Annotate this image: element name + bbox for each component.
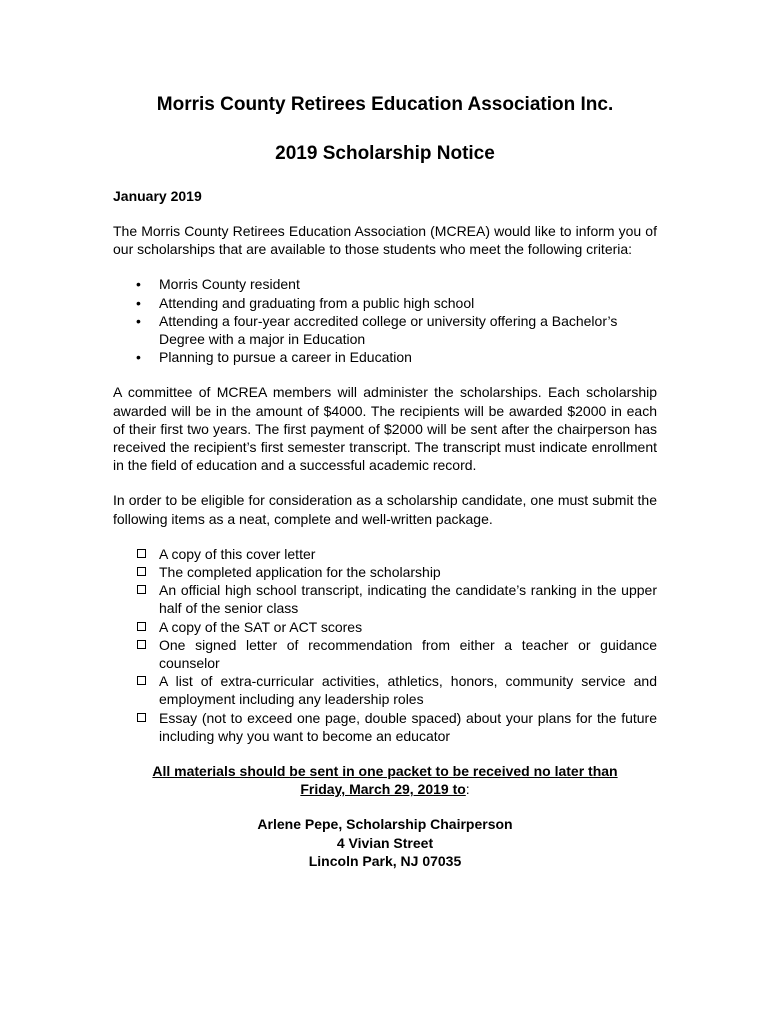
checklist-item	[159, 709, 657, 745]
contact-name: Arlene Pepe, Scholarship Chairperson	[257, 816, 513, 833]
eligibility-paragraph: In order to be eligible for consideration as a scholarship candidate, one must submit the following items as a neat, complete and well-written package.	[113, 492, 657, 527]
criteria-item	[136, 275, 657, 293]
checkbox-icon	[137, 676, 146, 685]
checkbox-icon	[137, 640, 146, 649]
award-paragraph: A committee of MCREA members will administer the scholarships. Each scholarship awarded will be in the amount of $4000. The recipients will be awarded $2000 in each of their first two years. The first payment of $2000 will be sent after the chairperson has received the recipient’s first semester transcript. The transcript must indicate enrollment in the field of education and a successful academic record.	[113, 384, 657, 474]
checklist-text: A list of extra-curricular activities, athletics, honors, community service and employment including any leadership roles	[159, 673, 657, 708]
criteria-item	[136, 348, 657, 366]
criteria-text: Attending and graduating from a public high school	[159, 294, 475, 311]
checkbox-icon	[137, 713, 146, 722]
intro-paragraph: The Morris County Retirees Education Association (MCREA) would like to inform you of our scholarships that are available to those students who meet the following criteria:	[113, 223, 657, 258]
checklist-item	[159, 636, 657, 672]
bullet-icon: •	[136, 349, 141, 366]
notice-title: 2019 Scholarship Notice	[275, 143, 495, 164]
checklist-text: The completed application for the scholarship	[159, 564, 441, 581]
deadline-notice	[113, 762, 657, 798]
deadline-line-1: All materials should be sent in one packet to be received no later than	[152, 763, 618, 780]
checklist-text: A copy of the SAT or ACT scores	[159, 618, 363, 635]
checklist-item	[159, 581, 657, 617]
deadline-line-2	[113, 780, 657, 798]
checklist-item	[159, 618, 657, 636]
bullet-icon: •	[136, 312, 141, 329]
deadline-colon: :	[465, 781, 470, 798]
bullet-icon: •	[136, 276, 141, 293]
checklist-text: One signed letter of recommendation from either a teacher or guidance counselor	[159, 636, 657, 672]
bullet-icon: •	[136, 294, 141, 311]
checkbox-icon	[137, 567, 146, 576]
checkbox-icon	[137, 622, 146, 631]
contact-address	[113, 815, 657, 870]
checklist-item	[159, 563, 657, 581]
checklist-item	[159, 545, 657, 563]
organization-title: Morris County Retirees Education Association Inc.	[156, 94, 614, 115]
criteria-list	[113, 275, 657, 366]
criteria-item	[136, 294, 657, 312]
criteria-text: Attending a four-year accredited college or university offering a Bachelor’s Degree with a major in Education	[159, 312, 618, 348]
checklist-text: An official high school transcript, indicating the candidate’s ranking in the upper half of the senior class	[159, 582, 657, 617]
checklist-item	[159, 672, 657, 708]
contact-street: 4 Vivian Street	[336, 834, 434, 851]
criteria-text: Planning to pursue a career in Education	[159, 349, 412, 366]
criteria-item	[136, 312, 657, 348]
checklist-text: A copy of this cover letter	[159, 545, 316, 562]
contact-city: Lincoln Park, NJ 07035	[308, 852, 462, 869]
criteria-text: Morris County resident	[159, 276, 300, 293]
deadline-date: Friday, March 29, 2019 to	[300, 781, 466, 798]
notice-date: January 2019	[113, 188, 202, 204]
checkbox-icon	[137, 585, 146, 594]
checkbox-icon	[137, 549, 146, 558]
checklist-text: Essay (not to exceed one page, double spaced) about your plans for the future including why you want to become an educator	[159, 709, 657, 744]
submission-checklist	[113, 545, 657, 745]
